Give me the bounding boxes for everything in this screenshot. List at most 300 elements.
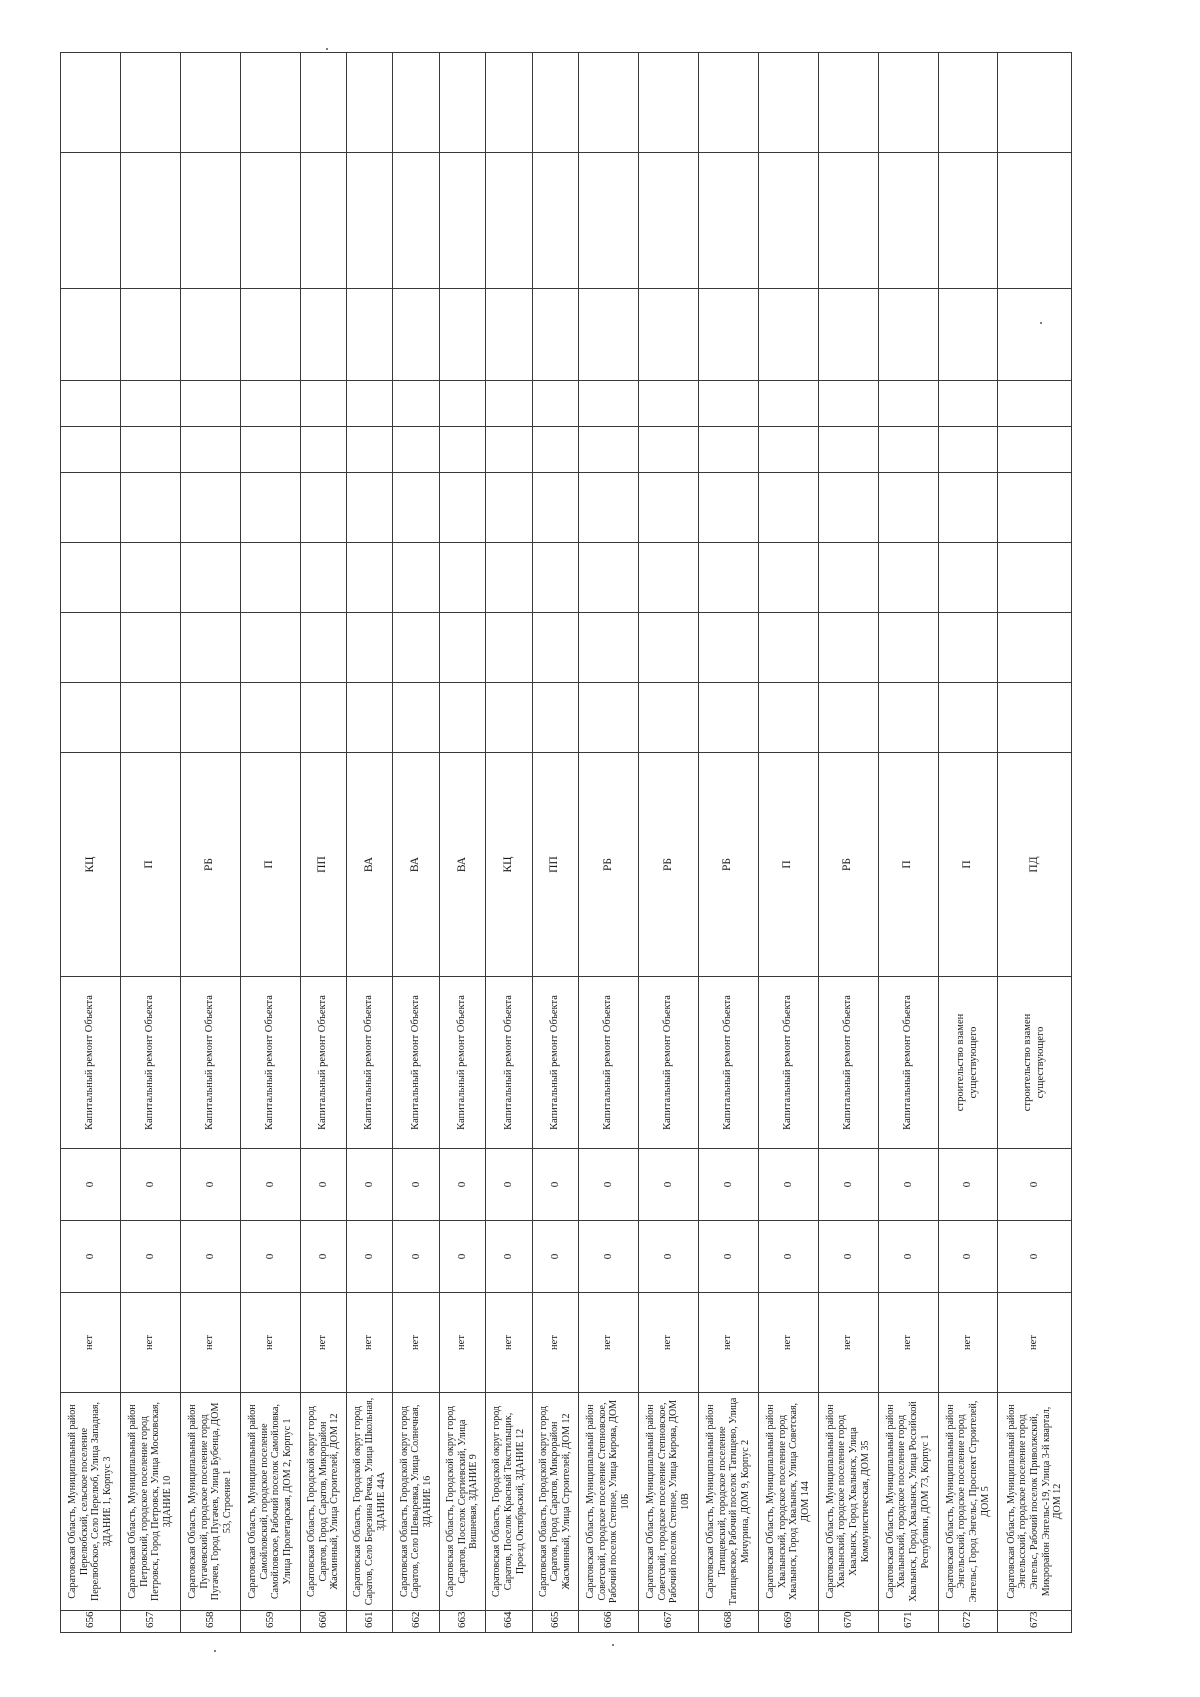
address-cell: Саратовская Область, Муниципальный район Советский, городское поселение Степновское, Рабочий поселок Степное, Улица Кирова, ДОМ 10Б: [579, 1393, 639, 1611]
row-number: 661: [347, 1611, 393, 1633]
empty-cell: [486, 473, 532, 543]
table-row: [240, 53, 300, 1633]
empty-cell: [818, 381, 878, 427]
empty-cell: [698, 473, 758, 543]
code-cell: РБ: [818, 753, 878, 977]
empty-cell: [393, 543, 439, 613]
row-number: 663: [439, 1611, 485, 1633]
empty-cell: [486, 53, 532, 153]
empty-cell: [439, 381, 485, 427]
work-type-cell: Капитальный ремонт Объекта: [579, 977, 639, 1149]
work-type-cell: Капитальный ремонт Объекта: [61, 977, 121, 1149]
empty-cell: [818, 613, 878, 683]
row-number: 668: [698, 1611, 758, 1633]
value-cell: 0: [240, 1149, 300, 1221]
empty-cell: [878, 613, 938, 683]
value-cell: 0: [439, 1149, 485, 1221]
empty-cell: [532, 289, 578, 381]
flag-cell: нет: [439, 1293, 485, 1393]
empty-cell: [579, 613, 639, 683]
empty-cell: [532, 153, 578, 289]
empty-cell: [486, 381, 532, 427]
empty-cell: [758, 53, 818, 153]
empty-cell: [818, 153, 878, 289]
empty-cell: [393, 153, 439, 289]
empty-cell: [300, 427, 346, 473]
empty-cell: [532, 473, 578, 543]
empty-cell: [532, 543, 578, 613]
row-number: 660: [300, 1611, 346, 1633]
empty-cell: [532, 53, 578, 153]
empty-cell: [439, 613, 485, 683]
code-cell: П: [240, 753, 300, 977]
flag-cell: нет: [938, 1293, 998, 1393]
work-type-cell: Капитальный ремонт Объекта: [240, 977, 300, 1149]
empty-cell: [180, 153, 240, 289]
address-cell: Саратовская Область, Муниципальный район Хвалынский, городское поселение город Хвалынск, Город Хвалынск, Улица Российской Республики, ДОМ 73, Корпус 1: [878, 1393, 938, 1611]
empty-cell: [532, 613, 578, 683]
empty-cell: [938, 427, 998, 473]
work-type-cell: Капитальный ремонт Объекта: [698, 977, 758, 1149]
address-cell: Саратовская Область, Муниципальный район Самойловский, городское поселение Самойловское, Рабочий поселок Самойловка, Улица Пролетарская, ДОМ 2, Корпус 1: [240, 1393, 300, 1611]
address-cell: Саратовская Область, Муниципальный район Хвалынский, городское поселение город Хвалынск, Город Хвалынск, Улица Советская, ДОМ 144: [758, 1393, 818, 1611]
table-row: [486, 53, 532, 1633]
code-cell: РБ: [579, 753, 639, 977]
empty-cell: [579, 543, 639, 613]
empty-cell: [120, 683, 180, 753]
empty-cell: [698, 427, 758, 473]
empty-cell: [393, 381, 439, 427]
table-row: [532, 53, 578, 1633]
empty-cell: [698, 543, 758, 613]
table-row: [347, 53, 393, 1633]
empty-cell: [439, 427, 485, 473]
value-cell: 0: [878, 1149, 938, 1221]
empty-cell: [638, 289, 698, 381]
empty-cell: [300, 543, 346, 613]
address-cell: Саратовская Область, Городской округ город Саратов, Село Березина Речка, Улица Школьная, ЗДАНИЕ 44А: [347, 1393, 393, 1611]
flag-cell: нет: [638, 1293, 698, 1393]
empty-cell: [638, 613, 698, 683]
empty-cell: [240, 613, 300, 683]
row-number: 658: [180, 1611, 240, 1633]
value-cell: 0: [938, 1149, 998, 1221]
work-type-cell: Капитальный ремонт Объекта: [486, 977, 532, 1149]
empty-cell: [61, 153, 121, 289]
empty-cell: [180, 381, 240, 427]
address-cell: Саратовская Область, Муниципальный район Татищевский, городское поселение Татищевское, Рабочий поселок Татищево, Улица Мичурина, ДОМ 9, Корпус 2: [698, 1393, 758, 1611]
empty-cell: [579, 289, 639, 381]
empty-cell: [998, 381, 1072, 427]
value-cell: 0: [300, 1149, 346, 1221]
row-number: 667: [638, 1611, 698, 1633]
empty-cell: [998, 543, 1072, 613]
empty-cell: [758, 153, 818, 289]
empty-cell: [878, 153, 938, 289]
rotated-register-sheet: [60, 53, 1072, 1633]
empty-cell: [758, 543, 818, 613]
address-cell: Саратовская Область, Муниципальный район Энгельсский, городское поселение город Энгельс, Рабочий поселок Приволжский, Микрорайон Энгельс-19, Улица 3-й квартал, ДОМ 12: [998, 1393, 1072, 1611]
empty-cell: [347, 683, 393, 753]
empty-cell: [638, 683, 698, 753]
empty-cell: [486, 153, 532, 289]
work-type-cell: Капитальный ремонт Объекта: [120, 977, 180, 1149]
address-cell: Саратовская Область, Городской округ город Саратов, Поселок Красный Текстильщик, Проезд Октябрьский, ЗДАНИЕ 12: [486, 1393, 532, 1611]
table-row: [998, 53, 1072, 1633]
empty-cell: [532, 427, 578, 473]
empty-cell: [61, 289, 121, 381]
work-type-cell: строительство взамен существующего: [938, 977, 998, 1149]
empty-cell: [120, 53, 180, 153]
flag-cell: нет: [758, 1293, 818, 1393]
empty-cell: [300, 153, 346, 289]
value-cell: 0: [758, 1149, 818, 1221]
value-cell: 0: [61, 1221, 121, 1293]
address-cell: Саратовская Область, Городской округ город Саратов, Город Саратов, Микрорайон Жасминный, Улица Строителей, ДОМ 12: [300, 1393, 346, 1611]
empty-cell: [938, 153, 998, 289]
empty-cell: [393, 289, 439, 381]
empty-cell: [579, 427, 639, 473]
address-cell: Саратовская Область, Муниципальный район Советский, городское поселение Степновское, Рабочий поселок Степное, Улица Кирова, ДОМ 10В: [638, 1393, 698, 1611]
empty-cell: [180, 289, 240, 381]
empty-cell: [638, 53, 698, 153]
address-cell: Саратовская Область, Муниципальный район Пугачевский, городское поселение город Пугачев, Город Пугачев, Улица Бубенца, ДОМ 53, Строение 1: [180, 1393, 240, 1611]
flag-cell: нет: [486, 1293, 532, 1393]
work-type-cell: Капитальный ремонт Объекта: [638, 977, 698, 1149]
empty-cell: [998, 473, 1072, 543]
flag-cell: нет: [120, 1293, 180, 1393]
code-cell: П: [758, 753, 818, 977]
code-cell: РБ: [638, 753, 698, 977]
empty-cell: [938, 613, 998, 683]
empty-cell: [579, 381, 639, 427]
empty-cell: [579, 683, 639, 753]
code-cell: П: [938, 753, 998, 977]
empty-cell: [393, 613, 439, 683]
empty-cell: [758, 289, 818, 381]
table-row: [439, 53, 485, 1633]
address-cell: Саратовская Область, Муниципальный район Хвалынский, городское поселение город Хвалынск, Город Хвалынск, Улица Коммунистическая, ДОМ 35: [818, 1393, 878, 1611]
empty-cell: [180, 53, 240, 153]
value-cell: 0: [180, 1221, 240, 1293]
scan-speck: [612, 1644, 614, 1646]
empty-cell: [439, 53, 485, 153]
empty-cell: [393, 473, 439, 543]
flag-cell: нет: [532, 1293, 578, 1393]
empty-cell: [878, 543, 938, 613]
code-cell: ВА: [393, 753, 439, 977]
work-type-cell: Капитальный ремонт Объекта: [758, 977, 818, 1149]
empty-cell: [818, 427, 878, 473]
code-cell: ПД: [998, 753, 1072, 977]
value-cell: 0: [393, 1221, 439, 1293]
empty-cell: [998, 153, 1072, 289]
row-number: 659: [240, 1611, 300, 1633]
code-cell: П: [120, 753, 180, 977]
address-cell: Саратовская Область, Городской округ город Саратов, Город Саратов, Микрорайон Жасминный, Улица Строителей, ДОМ 12: [532, 1393, 578, 1611]
value-cell: 0: [638, 1149, 698, 1221]
empty-cell: [347, 543, 393, 613]
empty-cell: [998, 289, 1072, 381]
empty-cell: [998, 427, 1072, 473]
empty-cell: [486, 289, 532, 381]
empty-cell: [638, 427, 698, 473]
value-cell: 0: [579, 1149, 639, 1221]
flag-cell: нет: [61, 1293, 121, 1393]
table-row: [120, 53, 180, 1633]
work-type-cell: Капитальный ремонт Объекта: [393, 977, 439, 1149]
work-type-cell: Капитальный ремонт Объекта: [878, 977, 938, 1149]
empty-cell: [758, 613, 818, 683]
empty-cell: [698, 683, 758, 753]
table-row: [180, 53, 240, 1633]
scan-speck: [1040, 322, 1042, 324]
work-type-cell: Капитальный ремонт Объекта: [347, 977, 393, 1149]
empty-cell: [938, 543, 998, 613]
empty-cell: [61, 613, 121, 683]
empty-cell: [439, 153, 485, 289]
scan-speck: [214, 1650, 216, 1652]
empty-cell: [818, 53, 878, 153]
value-cell: 0: [61, 1149, 121, 1221]
code-cell: РБ: [180, 753, 240, 977]
row-number: 662: [393, 1611, 439, 1633]
flag-cell: нет: [998, 1293, 1072, 1393]
empty-cell: [698, 53, 758, 153]
scan-speck: [326, 48, 328, 50]
table-row: [61, 53, 121, 1633]
empty-cell: [120, 613, 180, 683]
empty-cell: [240, 53, 300, 153]
empty-cell: [347, 289, 393, 381]
empty-cell: [998, 613, 1072, 683]
empty-cell: [878, 289, 938, 381]
table-row: [638, 53, 698, 1633]
flag-cell: нет: [878, 1293, 938, 1393]
code-cell: ВА: [347, 753, 393, 977]
row-number: 657: [120, 1611, 180, 1633]
empty-cell: [878, 381, 938, 427]
value-cell: 0: [120, 1221, 180, 1293]
empty-cell: [532, 381, 578, 427]
flag-cell: нет: [347, 1293, 393, 1393]
empty-cell: [998, 683, 1072, 753]
empty-cell: [347, 153, 393, 289]
work-type-cell: Капитальный ремонт Объекта: [180, 977, 240, 1149]
empty-cell: [61, 473, 121, 543]
code-cell: ПП: [532, 753, 578, 977]
value-cell: 0: [120, 1149, 180, 1221]
empty-cell: [532, 683, 578, 753]
table-row: [393, 53, 439, 1633]
value-cell: 0: [347, 1221, 393, 1293]
empty-cell: [300, 683, 346, 753]
row-number: 665: [532, 1611, 578, 1633]
empty-cell: [120, 543, 180, 613]
value-cell: 0: [818, 1221, 878, 1293]
empty-cell: [938, 473, 998, 543]
address-cell: Саратовская Область, Муниципальный район Петровский, городское поселение город Петровск, Город Петровск, Улица Московская, ЗДАНИЕ 10: [120, 1393, 180, 1611]
empty-cell: [818, 289, 878, 381]
table-row: [758, 53, 818, 1633]
value-cell: 0: [998, 1149, 1072, 1221]
value-cell: 0: [347, 1149, 393, 1221]
value-cell: 0: [532, 1149, 578, 1221]
row-number: 671: [878, 1611, 938, 1633]
value-cell: 0: [532, 1221, 578, 1293]
work-type-cell: Капитальный ремонт Объекта: [818, 977, 878, 1149]
empty-cell: [698, 613, 758, 683]
value-cell: 0: [439, 1221, 485, 1293]
register-rows: [61, 53, 1072, 1633]
empty-cell: [698, 153, 758, 289]
empty-cell: [579, 473, 639, 543]
work-type-cell: Капитальный ремонт Объекта: [439, 977, 485, 1149]
empty-cell: [61, 683, 121, 753]
empty-cell: [758, 381, 818, 427]
empty-cell: [698, 381, 758, 427]
empty-cell: [120, 289, 180, 381]
empty-cell: [638, 543, 698, 613]
empty-cell: [938, 289, 998, 381]
empty-cell: [240, 473, 300, 543]
value-cell: 0: [698, 1149, 758, 1221]
row-number: 666: [579, 1611, 639, 1633]
value-cell: 0: [998, 1221, 1072, 1293]
table-row: [878, 53, 938, 1633]
empty-cell: [878, 427, 938, 473]
empty-cell: [180, 543, 240, 613]
empty-cell: [347, 473, 393, 543]
empty-cell: [486, 427, 532, 473]
empty-cell: [240, 381, 300, 427]
empty-cell: [347, 613, 393, 683]
value-cell: 0: [180, 1149, 240, 1221]
row-number: 669: [758, 1611, 818, 1633]
empty-cell: [300, 473, 346, 543]
value-cell: 0: [698, 1221, 758, 1293]
empty-cell: [240, 427, 300, 473]
empty-cell: [180, 613, 240, 683]
empty-cell: [347, 53, 393, 153]
object-register-table: [60, 52, 1072, 1633]
empty-cell: [998, 53, 1072, 153]
empty-cell: [180, 683, 240, 753]
empty-cell: [240, 289, 300, 381]
empty-cell: [638, 381, 698, 427]
value-cell: 0: [393, 1149, 439, 1221]
row-number: 656: [61, 1611, 121, 1633]
empty-cell: [486, 543, 532, 613]
empty-cell: [439, 473, 485, 543]
address-cell: Саратовская Область, Городской округ город Саратов, Село Шевыревка, Улица Солнечная, ЗДАНИЕ 16: [393, 1393, 439, 1611]
work-type-cell: строительство взамен существующего: [998, 977, 1072, 1149]
empty-cell: [818, 543, 878, 613]
empty-cell: [439, 289, 485, 381]
flag-cell: нет: [579, 1293, 639, 1393]
empty-cell: [938, 381, 998, 427]
empty-cell: [878, 53, 938, 153]
work-type-cell: Капитальный ремонт Объекта: [300, 977, 346, 1149]
row-number: 670: [818, 1611, 878, 1633]
table-row: [818, 53, 878, 1633]
value-cell: 0: [486, 1221, 532, 1293]
empty-cell: [120, 427, 180, 473]
empty-cell: [180, 427, 240, 473]
empty-cell: [638, 153, 698, 289]
empty-cell: [758, 473, 818, 543]
row-number: 664: [486, 1611, 532, 1633]
address-cell: Саратовская Область, Муниципальный район Перелюбский, сельское поселение Перелюбское, Село Перелюб, Улица Западная, ЗДАНИЕ 1, Корпус 3: [61, 1393, 121, 1611]
row-number: 672: [938, 1611, 998, 1633]
empty-cell: [579, 153, 639, 289]
flag-cell: нет: [698, 1293, 758, 1393]
empty-cell: [698, 289, 758, 381]
empty-cell: [938, 683, 998, 753]
empty-cell: [300, 289, 346, 381]
flag-cell: нет: [818, 1293, 878, 1393]
empty-cell: [579, 53, 639, 153]
work-type-cell: Капитальный ремонт Объекта: [532, 977, 578, 1149]
empty-cell: [300, 381, 346, 427]
table-row: [938, 53, 998, 1633]
code-cell: КЦ: [61, 753, 121, 977]
empty-cell: [393, 427, 439, 473]
empty-cell: [120, 153, 180, 289]
empty-cell: [61, 543, 121, 613]
empty-cell: [240, 683, 300, 753]
empty-cell: [878, 683, 938, 753]
code-cell: П: [878, 753, 938, 977]
empty-cell: [818, 473, 878, 543]
address-cell: Саратовская Область, Муниципальный район Энгельсский, городское поселение город Энгельс, Город Энгельс, Проспект Строителей, ДОМ 5: [938, 1393, 998, 1611]
empty-cell: [61, 381, 121, 427]
empty-cell: [758, 683, 818, 753]
empty-cell: [638, 473, 698, 543]
table-row: [300, 53, 346, 1633]
empty-cell: [393, 683, 439, 753]
value-cell: 0: [486, 1149, 532, 1221]
empty-cell: [347, 381, 393, 427]
row-number: 673: [998, 1611, 1072, 1633]
value-cell: 0: [240, 1221, 300, 1293]
empty-cell: [758, 427, 818, 473]
flag-cell: нет: [240, 1293, 300, 1393]
flag-cell: нет: [300, 1293, 346, 1393]
value-cell: 0: [300, 1221, 346, 1293]
value-cell: 0: [638, 1221, 698, 1293]
empty-cell: [818, 683, 878, 753]
code-cell: ВА: [439, 753, 485, 977]
empty-cell: [486, 613, 532, 683]
empty-cell: [938, 53, 998, 153]
empty-cell: [878, 473, 938, 543]
code-cell: РБ: [698, 753, 758, 977]
table-row: [698, 53, 758, 1633]
empty-cell: [300, 53, 346, 153]
empty-cell: [240, 543, 300, 613]
empty-cell: [120, 381, 180, 427]
table-row: [579, 53, 639, 1633]
empty-cell: [180, 473, 240, 543]
value-cell: 0: [818, 1149, 878, 1221]
empty-cell: [439, 683, 485, 753]
value-cell: 0: [938, 1221, 998, 1293]
flag-cell: нет: [180, 1293, 240, 1393]
empty-cell: [347, 427, 393, 473]
flag-cell: нет: [393, 1293, 439, 1393]
empty-cell: [240, 153, 300, 289]
